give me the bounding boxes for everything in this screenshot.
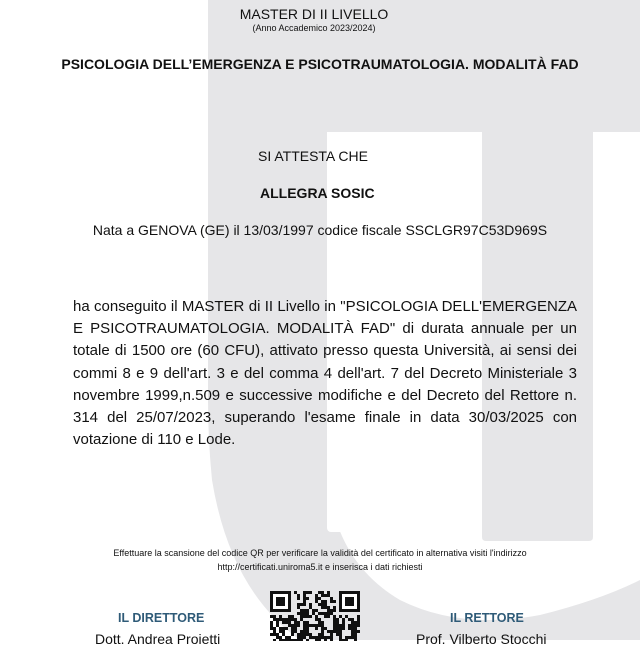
attestation-intro: SI ATTESTA CHE [258,148,368,164]
certificate-body-text: ha conseguito il MASTER di II Livello in "PSICOLOGIA DELL'EMERGENZA E PSICOTRAUMATOLOGIA. MODALITÀ FAD" di durata annuale per un totale di 1500 ore (60 CFU), attivato presso questa Università, ai sensi dei commi 8 e 9 dell'art. 3 e del comma 4 dell'art. 7 del Decreto Ministeriale 3 novembre 1999,n.509 e successive modifiche e del Decreto del Rettore n. 314 del 25/07/2023, superando l'esame finale in data 30/03/2025 con votazione di 110 e Lode. [73,298,577,449]
qr-verification-note: Effettuare la scansione del codice QR per verificare la validità del certificato in alternativa visiti l'indirizzo http://certificati.uniroma5.it e inserisca i dati richiesti [113,548,527,572]
rector-label: IL RETTORE [450,611,524,625]
recipient-name: ALLEGRA SOSIC [260,185,375,201]
academic-year: (Anno Accademico 2023/2024) [252,23,376,33]
course-title: PSICOLOGIA DELL’EMERGENZA E PSICOTRAUMATOLOGIA. MODALITÀ FAD [61,56,579,72]
rector-name: Prof. Vilberto Stocchi [416,631,547,647]
master-level-title: MASTER DI II LIVELLO [239,6,389,22]
director-label: IL DIRETTORE [118,611,205,625]
birth-info: Nata a GENOVA (GE) il 13/03/1997 codice fiscale SSCLGR97C53D969S [92,222,548,238]
director-name: Dott. Andrea Proietti [95,631,221,647]
qr-code[interactable] [270,591,362,641]
